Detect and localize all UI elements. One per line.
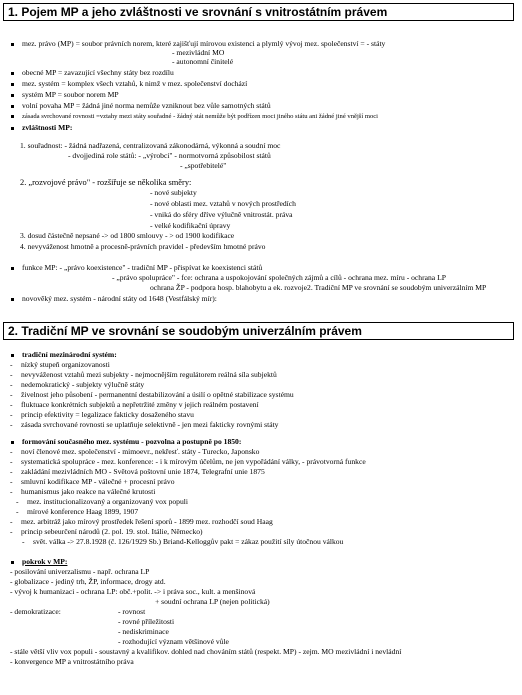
list-item: - princip sebeurčení národů (2. pol. 19. stol. Itálie, Německo): [10, 527, 203, 536]
list-item: zvláštnosti MP:: [10, 123, 72, 132]
list-item: - svět. válka -> 27.8.1928 (č. 126/1929 Sb.) Briand-Kelloggův pakt = zákaz použití síly útočnou válkou: [22, 537, 344, 546]
list-item: - živelnost jeho působení - permanentní destabilizování a úsilí o opětné stabilizace systému: [10, 390, 294, 399]
list-item: - demokratizace:: [10, 607, 61, 616]
list-item: - mez. institucionalizovaný a organizovaný vox populi: [16, 497, 188, 506]
list-item: - konvergence MP a vnitrostátního práva: [10, 657, 134, 666]
list-item: - zakládání mezivládních MO - Světová poštovní unie 1874, Telegrafní unie 1875: [10, 467, 265, 476]
list-item: obecné MP = zavazující všechny státy bez rozdílu: [10, 68, 174, 77]
list-item: tradiční mezinárodní systém:: [10, 350, 117, 359]
list-item: volní povaha MP = žádná jiné norma nemůže vzniknout bez vůle samotných států: [10, 101, 271, 110]
list-item: 1. souřadnost: - žádná nadřazená, centralizovaná zákonodárná, výkonná a soudní moc: [20, 141, 281, 150]
list-item: - vývoj k humanizaci - ochrana LP: obč.+polit. -> i práva soc., kult. a menšinová: [10, 587, 256, 596]
list-item: pokrok v MP:: [10, 557, 67, 566]
list-item: - nediskriminace: [118, 627, 169, 636]
list-item: - rovnost: [118, 607, 146, 616]
list-item: - princip efektivity = legalizace fakticky dosaženého stavu: [10, 410, 194, 419]
list-item: 3. dosud částečně nepsané -> od 1800 smlouvy - > od 1900 kodifikace: [20, 231, 235, 240]
list-item: - mezivládní MO: [172, 48, 225, 57]
section-2-title: 2. Tradiční MP ve srovnání se soudobým univerzálním právem: [3, 322, 514, 340]
list-item: - stále větší vliv vox populi - soustavný a kvalifikov. dohled nad chováním států (respekt. MP) - zejm. MO mezivládní i nevládní: [10, 647, 402, 656]
list-item: - mírové konference Haag 1899, 1907: [16, 507, 139, 516]
list-item: mez. systém = komplex všech vztahů, k nimž v mez. společenství dochází: [10, 79, 247, 88]
list-item: - systematická spolupráce - mez. konference: - i k mírovým účelům, ne jen vypořádání války, - právotvorná funkce: [10, 457, 366, 466]
list-item: 2. „rozvojové právo" - rozšiřuje se několika směry:: [20, 178, 192, 187]
list-item: - nedemokratický - subjekty výlučně státy: [10, 380, 145, 389]
list-item: - fluktuace konkrétních subjektů a nepřetržité změny v jejich reálném postavení: [10, 400, 259, 409]
list-item: - rozhodující význam většinové vůle: [118, 637, 229, 646]
list-item: - dvojjediná role států: - „výrobci" - normotvorná způsobilost států: [68, 151, 271, 160]
list-item: - noví členové mez. společenství - mimoevr., nekřesť. státy - Turecko, Japonsko: [10, 447, 260, 456]
list-item: - vniká do sféry dříve výlučně vnitrostát. práva: [150, 210, 293, 219]
list-item: funkce MP: - „právo koexistence" - tradiční MP - přispívat ke koexistenci států: [10, 263, 262, 272]
list-item: - nízký stupeň organizovanosti: [10, 360, 110, 369]
list-item: - humanismus jako reakce na válečné krutosti: [10, 487, 156, 496]
list-item: - „spotřebitelé": [180, 161, 227, 170]
list-item: zásada svrchované rovnosti =vztahy mezi státy souřadné - žádný stát nemůže být podřízen moci jiného státu ani žádné jiné vnější moci: [10, 112, 378, 121]
list-item: - nevyváženost vztahů mezi subjekty - nejmocnějším regulátorem reálná síla subjektů: [10, 370, 277, 379]
list-item: novověký mez. systém - národní státy od 1648 (Vestfálský mír):: [10, 294, 217, 303]
list-item: - rovné příležitosti: [118, 617, 175, 626]
list-item: - nové oblasti mez. vztahů v nových prostředích: [150, 199, 296, 208]
section-1-title: 1. Pojem MP a jeho zvláštnosti ve srovnání s vnitrostátním právem: [3, 3, 514, 21]
list-item: - nové subjekty: [150, 188, 197, 197]
list-item: ochrana ŽP - podpora hosp. blahobytu a ek. rozvoje2. Tradiční MP ve srovnání se soudobým univerzálním MP: [150, 283, 487, 292]
list-item: - posilování univerzalismu - např. ochrana LP: [10, 567, 150, 576]
list-item: systém MP = soubor norem MP: [10, 90, 119, 99]
list-item: + soudní ochrana LP (nejen politická): [155, 597, 270, 606]
list-item: - „právo spolupráce" - fce: ochrana a uspokojování společných zájmů a cílů - ochrana mez. míru - ochrana LP: [112, 273, 446, 282]
list-item: - zásada svrchované rovnosti se uplatňuje selektivně - jen mezi fakticky rovnými státy: [10, 420, 279, 429]
list-item: 4. nevyváženost hmotně a procesně-právních pravidel - především hmotné právo: [20, 242, 266, 251]
list-item: - velké kodifikační úpravy: [150, 221, 231, 230]
list-item: formování současného mez. systému - pozvolna a postupně po 1850:: [10, 437, 241, 446]
list-item: - smluvní kodifikace MP - válečné + procesní právo: [10, 477, 175, 486]
list-item: mez. právo (MP) = soubor právních norem, které zajišťují mírovou existenci a plymlý vývoj mez. společenství = - státy: [10, 39, 385, 48]
list-item: - autonomní činitelé: [172, 57, 234, 66]
list-item: - mez. arbitráž jako mírový prostředek řešení sporů - 1899 mez. rozhodčí soud Haag: [10, 517, 273, 526]
list-item: - globalizace - jediný trh, ŽP, informace, drogy atd.: [10, 577, 166, 586]
